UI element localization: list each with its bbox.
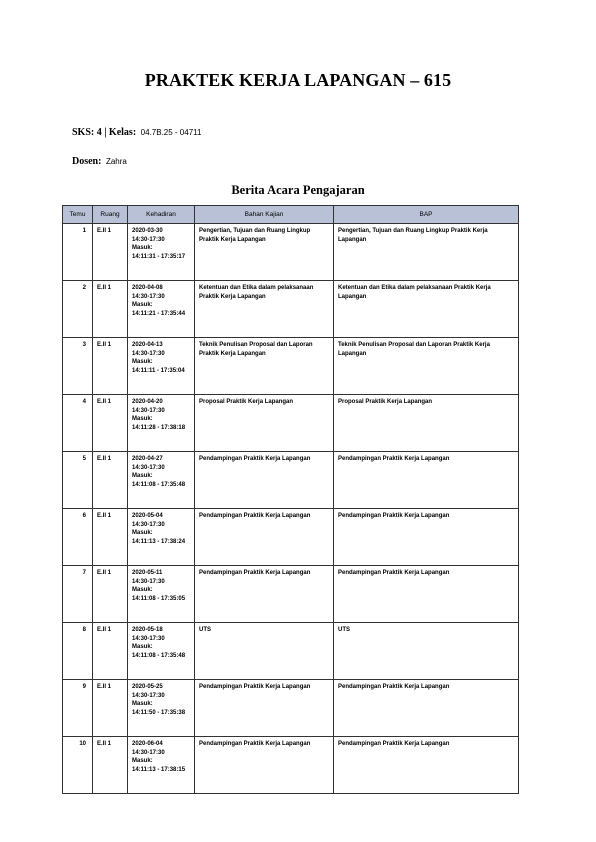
- cell-temu: [63, 395, 93, 452]
- kehadiran-date: 2020-05-11: [132, 570, 163, 576]
- temu-number: 5: [82, 456, 86, 462]
- kehadiran-time: 14:30-17:30: [132, 236, 165, 243]
- table-header-row: [63, 206, 519, 224]
- kehadiran-masuk-label: Masuk:: [132, 644, 153, 651]
- cell-bahan-kajian: [195, 395, 334, 452]
- cell-kehadiran: [128, 623, 195, 680]
- kelas-value: 04.7B.25 - 04711: [140, 128, 202, 137]
- ruang-text: E.II 1: [97, 342, 112, 348]
- temu-number: 6: [82, 513, 86, 519]
- cell-bahan-kajian: [195, 452, 334, 509]
- kehadiran-date: 2020-03-30: [132, 228, 163, 234]
- temu-number: 9: [82, 684, 86, 690]
- sks-label: SKS: 4 | Kelas:: [72, 127, 137, 138]
- cell-bahan-kajian: [195, 281, 334, 338]
- bahan-kajian-text: Pendampingan Praktik Kerja Lapangan: [199, 513, 311, 519]
- cell-ruang: [93, 509, 128, 566]
- cell-temu: [63, 623, 93, 680]
- cell-bap: [334, 452, 519, 509]
- bap-text: Pengertian, Tujuan dan Ruang Lingkup Praktik Kerja Lapangan: [338, 228, 488, 243]
- cell-bahan-kajian: [195, 224, 334, 281]
- ruang-text: E.II 1: [97, 285, 112, 291]
- section-title: Berita Acara Pengajaran: [231, 183, 365, 197]
- table-row: [63, 452, 519, 509]
- table-row: [63, 566, 519, 623]
- bap-text: Pendampingan Praktik Kerja Lapangan: [338, 456, 450, 462]
- cell-ruang: [93, 281, 128, 338]
- cell-kehadiran: [128, 737, 195, 794]
- table-row: [63, 224, 519, 281]
- kehadiran-masuk-label: Masuk:: [132, 359, 153, 366]
- cell-temu: [63, 281, 93, 338]
- cell-temu: [63, 680, 93, 737]
- cell-bap: [334, 338, 519, 395]
- sks-kelas-line: [72, 127, 201, 138]
- kehadiran-masuk-range: 14:11:11 - 17:35:04: [132, 367, 185, 374]
- bap-text: Pendampingan Praktik Kerja Lapangan: [338, 570, 450, 576]
- kehadiran-masuk-label: Masuk:: [132, 245, 153, 252]
- kehadiran-date: 2020-05-04: [132, 513, 163, 519]
- cell-kehadiran: [128, 680, 195, 737]
- kehadiran-time: 14:30-17:30: [132, 635, 165, 642]
- kehadiran-date: 2020-05-25: [132, 684, 163, 690]
- bahan-kajian-text: Teknik Penulisan Proposal dan Laporan Praktik Kerja Lapangan: [199, 342, 313, 357]
- table-row: [63, 680, 519, 737]
- kehadiran-date: 2020-04-13: [132, 342, 163, 348]
- kehadiran-masuk-label: Masuk:: [132, 758, 153, 765]
- cell-bap: [334, 566, 519, 623]
- cell-ruang: [93, 395, 128, 452]
- table-row: [63, 281, 519, 338]
- cell-kehadiran: [128, 509, 195, 566]
- kehadiran-masuk-range: 14:11:50 - 17:35:38: [132, 709, 186, 716]
- dosen-line: [72, 156, 127, 167]
- cell-kehadiran: [128, 452, 195, 509]
- kehadiran-masuk-label: Masuk:: [132, 302, 153, 309]
- kehadiran-time: 14:30-17:30: [132, 521, 165, 528]
- cell-bahan-kajian: [195, 623, 334, 680]
- cell-kehadiran: [128, 566, 195, 623]
- cell-temu: [63, 452, 93, 509]
- kehadiran-masuk-range: 14:11:13 - 17:38:15: [132, 766, 186, 773]
- kehadiran-masuk-label: Masuk:: [132, 416, 153, 423]
- cell-bahan-kajian: [195, 509, 334, 566]
- bap-text: Pendampingan Praktik Kerja Lapangan: [338, 684, 450, 690]
- cell-kehadiran: [128, 224, 195, 281]
- cell-ruang: [93, 623, 128, 680]
- table-row: [63, 395, 519, 452]
- cell-bahan-kajian: [195, 737, 334, 794]
- cell-bap: [334, 509, 519, 566]
- cell-bahan-kajian: [195, 338, 334, 395]
- ruang-text: E.II 1: [97, 570, 112, 576]
- table-row: [63, 623, 519, 680]
- bap-text: Proposal Praktik Kerja Lapangan: [338, 399, 433, 405]
- cell-temu: [63, 338, 93, 395]
- cell-bap: [334, 680, 519, 737]
- bap-text: Teknik Penulisan Proposal dan Laporan Praktik Kerja Lapangan: [338, 342, 490, 357]
- kehadiran-date: 2020-04-27: [132, 456, 163, 462]
- temu-number: 1: [82, 228, 86, 234]
- bahan-kajian-text: Pendampingan Praktik Kerja Lapangan: [199, 741, 311, 747]
- ruang-text: E.II 1: [97, 228, 112, 234]
- kehadiran-date: 2020-05-18: [132, 627, 163, 633]
- cell-ruang: [93, 566, 128, 623]
- table-row: [63, 338, 519, 395]
- dosen-value: Zahra: [105, 157, 127, 166]
- kehadiran-date: 2020-04-20: [132, 399, 163, 405]
- kehadiran-masuk-range: 14:11:28 - 17:38:18: [132, 424, 186, 431]
- cell-kehadiran: [128, 281, 195, 338]
- bahan-kajian-text: Proposal Praktik Kerja Lapangan: [199, 399, 294, 405]
- ruang-text: E.II 1: [97, 627, 112, 633]
- cell-kehadiran: [128, 395, 195, 452]
- kehadiran-time: 14:30-17:30: [132, 578, 165, 585]
- column-header-temu: Temu: [63, 206, 93, 224]
- ruang-text: E.II 1: [97, 513, 112, 519]
- column-header-bahan-kajian: Bahan Kajian: [195, 206, 334, 224]
- kehadiran-date: 2020-06-04: [132, 741, 163, 747]
- kehadiran-time: 14:30-17:30: [132, 692, 165, 699]
- cell-temu: [63, 737, 93, 794]
- bahan-kajian-text: Ketentuan dan Etika dalam pelaksanaan Praktik Kerja Lapangan: [199, 285, 314, 300]
- cell-bahan-kajian: [195, 680, 334, 737]
- ruang-text: E.II 1: [97, 399, 112, 405]
- kehadiran-masuk-label: Masuk:: [132, 587, 153, 594]
- cell-ruang: [93, 680, 128, 737]
- kehadiran-masuk-label: Masuk:: [132, 530, 153, 537]
- column-header-kehadiran: Kehadiran: [128, 206, 195, 224]
- temu-number: 4: [82, 399, 86, 405]
- kehadiran-time: 14:30-17:30: [132, 407, 165, 414]
- bap-text: Ketentuan dan Etika dalam pelaksanaan Praktik Kerja Lapangan: [338, 285, 491, 300]
- kehadiran-time: 14:30-17:30: [132, 464, 165, 471]
- kehadiran-masuk-range: 14:11:31 - 17:35:17: [132, 253, 186, 260]
- column-header-ruang: Ruang: [93, 206, 128, 224]
- kehadiran-masuk-range: 14:11:13 - 17:38:24: [132, 538, 186, 545]
- kehadiran-time: 14:30-17:30: [132, 293, 165, 300]
- kehadiran-masuk-range: 14:11:08 - 17:35:48: [132, 652, 186, 659]
- kehadiran-masuk-range: 14:11:08 - 17:35:48: [132, 481, 186, 488]
- cell-temu: [63, 509, 93, 566]
- cell-bap: [334, 395, 519, 452]
- bahan-kajian-text: UTS: [199, 627, 211, 633]
- cell-ruang: [93, 737, 128, 794]
- table-row: [63, 737, 519, 794]
- temu-number: 8: [82, 627, 86, 633]
- cell-temu: [63, 566, 93, 623]
- kehadiran-masuk-label: Masuk:: [132, 701, 153, 708]
- cell-ruang: [93, 224, 128, 281]
- cell-bap: [334, 224, 519, 281]
- column-header-bap: BAP: [334, 206, 519, 224]
- bap-text: Pendampingan Praktik Kerja Lapangan: [338, 513, 450, 519]
- cell-bahan-kajian: [195, 566, 334, 623]
- cell-bap: [334, 281, 519, 338]
- table-row: [63, 509, 519, 566]
- kehadiran-time: 14:30-17:30: [132, 350, 165, 357]
- bap-text: UTS: [338, 627, 350, 633]
- cell-kehadiran: [128, 338, 195, 395]
- temu-number: 3: [82, 342, 86, 348]
- cell-ruang: [93, 338, 128, 395]
- cell-ruang: [93, 452, 128, 509]
- temu-number: 2: [82, 285, 86, 291]
- bahan-kajian-text: Pengertian, Tujuan dan Ruang Lingkup Praktik Kerja Lapangan: [199, 228, 311, 243]
- kehadiran-masuk-range: 14:11:08 - 17:35:05: [132, 595, 186, 602]
- temu-number: 10: [79, 741, 86, 747]
- page-title: PRAKTEK KERJA LAPANGAN – 615: [144, 70, 452, 90]
- bahan-kajian-text: Pendampingan Praktik Kerja Lapangan: [199, 684, 311, 690]
- kehadiran-masuk-range: 14:11:21 - 17:35:44: [132, 310, 186, 317]
- kehadiran-time: 14:30-17:30: [132, 749, 165, 756]
- ruang-text: E.II 1: [97, 684, 112, 690]
- cell-temu: [63, 224, 93, 281]
- ruang-text: E.II 1: [97, 741, 112, 747]
- ruang-text: E.II 1: [97, 456, 112, 462]
- bahan-kajian-text: Pendampingan Praktik Kerja Lapangan: [199, 456, 311, 462]
- dosen-label: Dosen:: [72, 156, 102, 167]
- kehadiran-masuk-label: Masuk:: [132, 473, 153, 480]
- cell-bap: [334, 737, 519, 794]
- cell-bap: [334, 623, 519, 680]
- bap-table: [62, 205, 519, 794]
- temu-number: 7: [82, 570, 86, 576]
- kehadiran-date: 2020-04-08: [132, 285, 163, 291]
- bap-text: Pendampingan Praktik Kerja Lapangan: [338, 741, 450, 747]
- bahan-kajian-text: Pendampingan Praktik Kerja Lapangan: [199, 570, 311, 576]
